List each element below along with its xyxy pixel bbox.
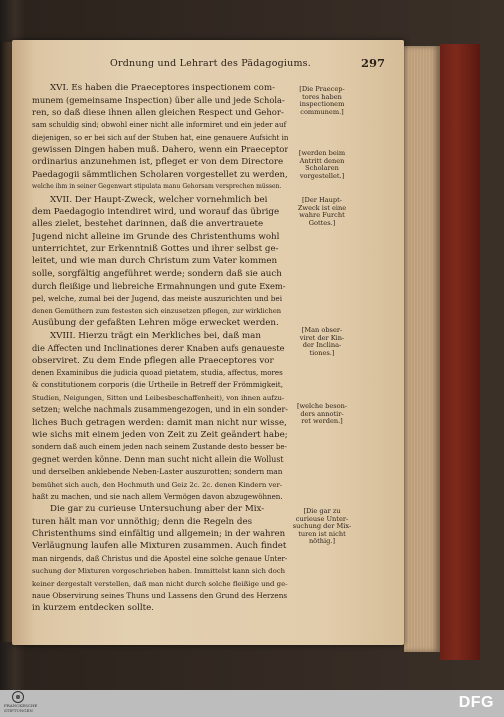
text-line: Jugend nicht alleine im Grunde des Christenthums wohl <box>32 231 280 242</box>
institution-logo <box>4 691 38 716</box>
text-line: keiner dergestalt verstellen, daß man nicht durch solche fleißige und ge- <box>32 579 288 588</box>
text-line: sam schuldig sind; obwohl einer nicht alle informiret und ein jeder auf <box>32 120 287 130</box>
text-line: Studien, Neigungen, Sitten und Leibesbeschaffenheit), von ihnen aufzu- <box>32 393 285 402</box>
margin-note: [welche beson- ders annotir- ret werden.] <box>296 402 348 426</box>
text-line: gewissen Dingen haben muß. Dahero, wenn ein Praeceptor <box>32 144 288 155</box>
text-line: und derselben anklebende Neben-Laster auszurotten; sondern man <box>32 467 283 477</box>
text-line: sondern daß auch einem jeden nach seinem Zustande desto besser be- <box>32 442 287 452</box>
text-line: ren, so daß diese ihnen allen gleichen Respect und Gehor- <box>32 107 284 118</box>
text-line: man nirgends, daß Christus und die Apostel eine solche genaue Unter- <box>32 553 288 563</box>
body-text <box>32 82 288 615</box>
text-line: & constitutionem corporis (die Urtheile in Betreff der Frömmigkeit, <box>32 380 284 390</box>
viewer-footer <box>0 690 504 717</box>
page-header <box>40 58 385 72</box>
text-line: munem (gemeinsame Inspection) über alle und jede Schola- <box>32 95 285 106</box>
text-line: liches Buch getragen werden: damit man nicht nur wisse, <box>32 417 287 428</box>
logo-text: FRANCKESCHE STIFTUNGEN <box>4 703 38 713</box>
text-line: Verläugnung laufen alle Mixturen zusammen. Auch findet <box>32 541 287 552</box>
text-line: suchung der Mixturen vorgeschrieben haben. Immittelst kann sich doch <box>32 567 286 576</box>
text-line: XVIII. Hierzu trägt ein Merkliches bei, daß man <box>50 330 261 341</box>
text-line: alles zielet, bestehet darinnen, daß die anvertrauete <box>32 219 264 230</box>
text-line: unterrichtet, zur Erkenntniß Gottes und ihrer selbst ge- <box>32 244 279 255</box>
margin-note: [Die gar zu curieuse Unter- suchung der Mix- turen ist nicht nöthig.] <box>292 507 352 546</box>
logo-icon <box>12 691 24 703</box>
margin-note: [Der Haupt- Zweck ist eine wahre Furcht Gottes.] <box>297 196 347 227</box>
margin-note: [Die Praecep- tores haben inspectionem communem.] <box>299 85 345 116</box>
text-line: solle, sorgfältig angeführet werde; sondern daß sie auch <box>32 268 282 279</box>
text-line: Ausübung der gefaßten Lehren möge erwecket werden. <box>32 318 279 329</box>
text-line: Paedagogii sämmtlichen Scholaren vorgestellet zu werden, <box>32 169 288 180</box>
text-line: gegnet werden könne. Denn man sucht nicht allein die Wollust <box>32 454 284 464</box>
margin-note: [werden beim Antritt denen Scholaren vorgestellet.] <box>298 149 346 180</box>
text-line: XVI. Es haben die Praeceptores inspectionem com- <box>50 83 276 93</box>
text-line: XVII. Der Haupt-Zweck, welcher vornehmlich bei <box>50 194 268 205</box>
text-line: pel, welche, zumal bei der Jugend, das meiste auszurichten und bei <box>32 293 283 303</box>
running-title: Ordnung und Lehrart des Pädagogiums. <box>110 58 311 69</box>
text-line: haßt zu machen, und sie nach allem Vermögen davon abzugewöhnen. <box>32 491 283 501</box>
text-line: naue Observirung seines Thuns und Lassens den Grund des Herzens <box>32 591 288 601</box>
text-line: denen Examinibus die judicia quoad pietatem, studia, affectus, mores <box>32 367 283 377</box>
book-cover-edge <box>440 44 480 660</box>
page-edges <box>404 46 440 652</box>
page-number: 297 <box>360 56 385 70</box>
book-spine <box>0 42 12 642</box>
text-line: leitet, und wie man durch Christum zum Vater kommen <box>32 256 278 267</box>
text-line: diejenigen, so er bei sich auf der Stuben hat, eine genauere Aufsicht in <box>32 132 288 142</box>
margin-note: [Man obser- viret der Kin- der Inclina- tiones.] <box>299 326 345 357</box>
text-line: Die gar zu curieuse Untersuchung aber der Mix- <box>50 504 265 515</box>
text-line: bemühet sich auch, den Hochmuth und Geiz 2c. 2c. denen Kindern ver- <box>32 480 283 489</box>
text-line: Christenthums sind einfältig und allgemein; in der wahren <box>32 529 286 540</box>
text-line: welche ihm in seiner Gegenwart stipulata manu Gehorsam versprechen müssen. <box>32 183 282 191</box>
text-line: ordinarius anzunehmen ist, pfleget er von dem Directore <box>32 157 284 168</box>
text-line: wie sichs mit einem jeden von Zeit zu Zeit geändert habe; <box>32 429 288 440</box>
text-line: durch fleißige und liebreiche Ermahnungen und gute Exem- <box>32 281 286 292</box>
text-line: die Affecten und Inclinationes derer Knaben aufs genaueste <box>32 343 285 354</box>
text-line: denen Gemüthern zum festesten sich einzusetzen pflegen, zur wirklichen <box>32 307 282 316</box>
text-line: setzen; welche nachmals zusammengezogen, und in ein sonder- <box>32 405 288 415</box>
dfg-logo: DFG <box>458 694 494 711</box>
text-line: turen hält man vor unnöthig; denn die Regeln des <box>32 516 253 527</box>
text-line: observiret. Zu dem Ende pflegen alle Praeceptores vor <box>32 355 274 366</box>
text-line: in kurzem entdecken sollte. <box>32 603 155 614</box>
text-line: dem Paedagogio intendiret wird, und worauf das übrige <box>32 206 280 217</box>
